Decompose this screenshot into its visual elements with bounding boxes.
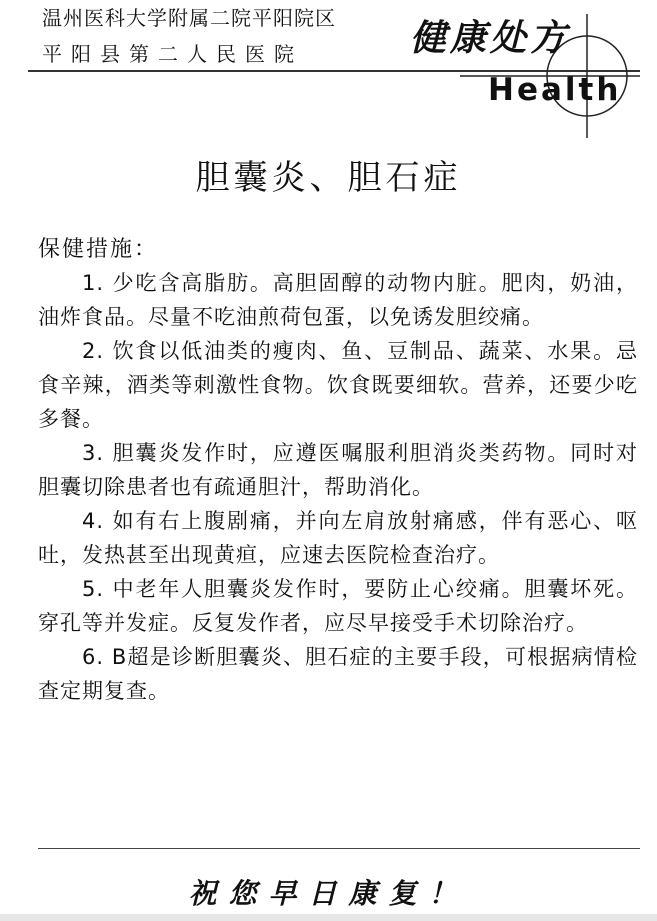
footer-divider xyxy=(38,848,640,849)
measure-item-1: 1. 少吃含高脂肪。高胆固醇的动物内脏。肥肉，奶油，油炸食品。尽量不吃油煎荷包蛋，以免诱发胆绞痛。 xyxy=(38,271,638,329)
logo-chinese-text: 健康处方 xyxy=(410,17,571,59)
measure-item-2: 2. 饮食以低油类的瘦肉、鱼、豆制品、蔬菜、水果。忌食辛辣，酒类等刺激性食物。饮食既要细软。营养，还要少吃多餐。 xyxy=(38,339,638,431)
measures-list xyxy=(38,266,638,708)
section-heading: 保健措施： xyxy=(38,237,159,262)
measure-item-6: 6. B超是诊断胆囊炎、胆石症的主要手段，可根据病情检查定期复查。 xyxy=(38,645,638,703)
measure-item-4: 4. 如有右上腹剧痛，并向左肩放射痛感，伴有恶心、呕吐，发热甚至出现黄疸，应速去医院检查治疗。 xyxy=(38,509,638,567)
hospital-name-line2: 平阳县第二人民医院 xyxy=(42,42,303,66)
bottom-edge-strip xyxy=(0,914,657,921)
health-logo xyxy=(400,0,657,140)
measure-item-5: 5. 中老年人胆囊炎发作时，要防止心绞痛。胆囊坏死。穿孔等并发症。反复发作者，应尽早接受手术切除治疗。 xyxy=(38,577,638,635)
closing-wish: 祝您早日康复！ xyxy=(188,877,469,910)
hospital-name-line1: 温州医科大学附属二院平阳院区 xyxy=(42,6,336,30)
page-title: 胆囊炎、胆石症 xyxy=(195,158,462,198)
measure-item-3: 3. 胆囊炎发作时，应遵医嘱服利胆消炎类药物。同时对胆囊切除患者也有疏通胆汁，帮助消化。 xyxy=(38,441,638,499)
logo-english-text: Health xyxy=(488,72,622,108)
